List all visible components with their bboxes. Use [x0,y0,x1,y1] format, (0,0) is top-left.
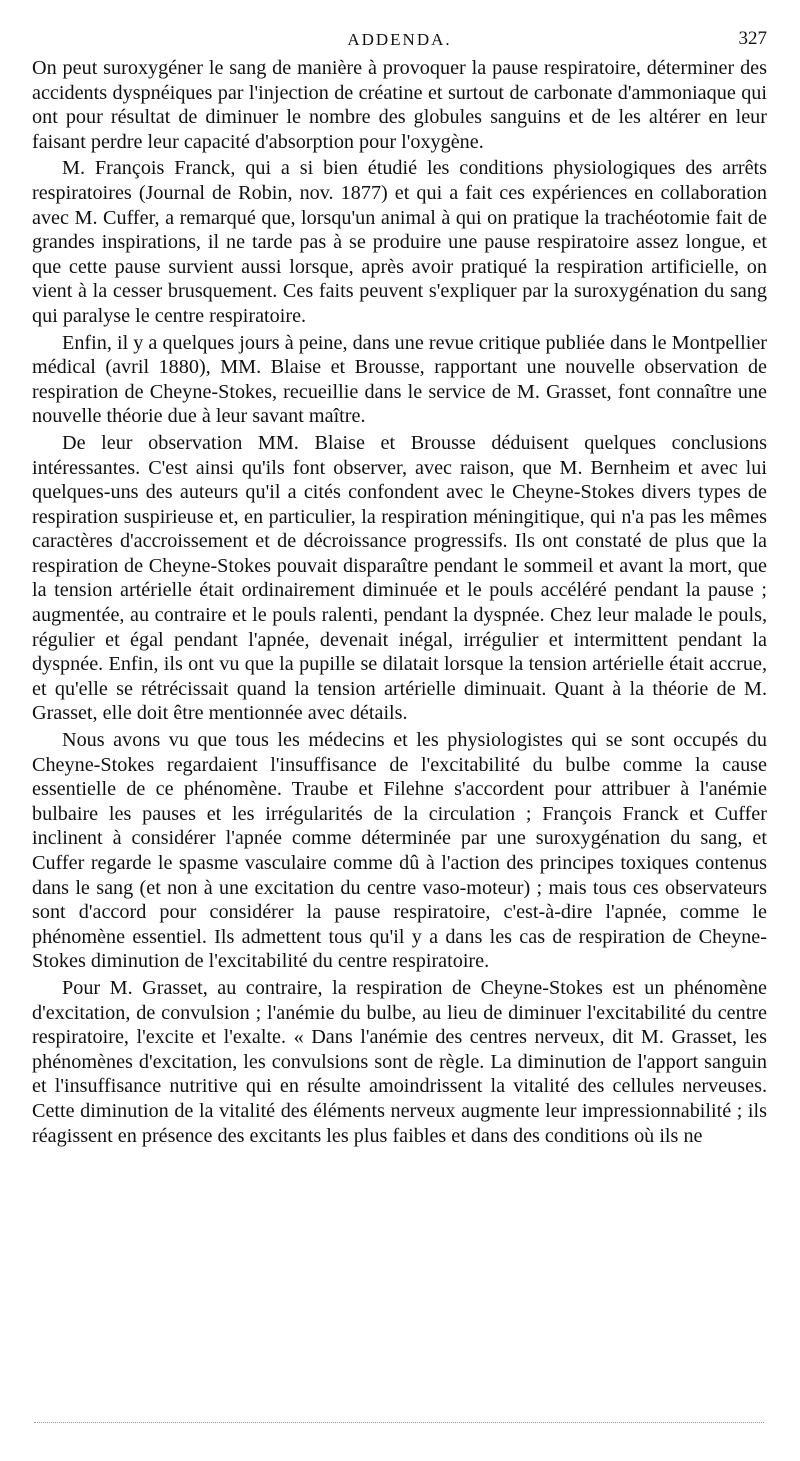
body-text [32,56,767,1148]
book-page [32,28,767,1148]
running-title: ADDENDA. [347,30,452,49]
paragraph: Pour M. Grasset, au contraire, la respiration de Cheyne-Stokes est un phénomène d'excitation, de convulsion ; l'anémie du bulbe, au lieu de diminuer l'excitabilité du centre respiratoire, l'excite et l'exalte. « Dans l'anémie des centres nerveux, dit M. Grasset, les phénomènes d'excitation, les convulsions sont de règle. La diminution de l'apport sanguin et l'insuffisance nutritive qui en résulte amoindrissent la vitalité des cellules nerveuses. Cette diminution de la vitalité des éléments nerveux augmente leur impressionnabilité ; ils réagissent en présence des excitants les plus faibles et dans des conditions où ils ne [32,976,767,1147]
paragraph: M. François Franck, qui a si bien étudié les conditions physiologiques des arrêts respiratoires (Journal de Robin, nov. 1877) et qui a fait ces expériences en collaboration avec M. Cuffer, a remarqué que, lorsqu'un animal à qui on pratique la trachéotomie fait de grandes inspirations, il ne tarde pas à se produire une pause respiratoire assez longue, et que cette pause survient aussi lorsque, après avoir pratiqué la respiration artificielle, on vient à la cesser brusquement. Ces faits peuvent s'expliquer par la suroxygénation du sang qui paralyse le centre respiratoire. [32,157,767,327]
footer-dotted-rule [34,1422,764,1423]
paragraph: Enfin, il y a quelques jours à peine, dans une revue critique publiée dans le Montpellier médical (avril 1880), MM. Blaise et Brousse, rapportant une nouvelle observation de respiration de Cheyne-Stokes, recueillie dans le service de M. Grasset, font connaître une nouvelle théorie due à leur savant maître. [32,331,767,428]
paragraph: On peut suroxygéner le sang de manière à provoquer la pause respiratoire, déterminer des accidents dyspnéiques par l'injection de créatine et surtout de carbonate d'ammoniaque qui ont pour résultat de diminuer le nombre des globules sanguins et de les altérer en leur faisant perdre leur capacité d'absorption pour l'oxygène. [32,57,767,153]
page-number: 327 [738,28,767,49]
page-header [32,28,767,56]
paragraph: De leur observation MM. Blaise et Brousse déduisent quelques conclusions intéressantes. C'est ainsi qu'ils font observer, avec raison, que M. Bernheim et avec lui quelques-uns des auteurs qu'il a cités confondent avec le Cheyne-Stokes divers types de respiration suspirieuse et, en particulier, la respiration méningitique, qui n'a pas les mêmes caractères d'accroissement et de décroissance progressifs. Ils ont constaté de plus que la respiration de Cheyne-Stokes pouvait disparaître pendant le sommeil et avant la mort, que la tension artérielle était ordinairement diminuée et le pouls accéléré pendant la pause ; augmentée, au contraire et le pouls ralenti, pendant la dyspnée. Chez leur malade le pouls, régulier et égal pendant l'apnée, devenait inégal, irrégulier et intermittent pendant la dyspnée. Enfin, ils ont vu que la pupille se dilatait lorsque la tension artérielle était accrue, et qu'elle se rétrécissait quand la tension artérielle diminuait. Quant à la théorie de M. Grasset, elle doit être mentionnée avec détails. [32,431,767,725]
paragraph: Nous avons vu que tous les médecins et les physiologistes qui se sont occupés du Cheyne-Stokes regardaient l'insuffisance de l'excitabilité du bulbe comme la cause essentielle de ce phénomène. Traube et Filehne s'accordent pour attribuer à l'anémie bulbaire les pauses et les irrégularités de la circulation ; François Franck et Cuffer inclinent à considérer l'apnée comme déterminée par une suroxygénation du sang, et Cuffer regarde le spasme vasculaire comme dû à l'action des principes toxiques contenus dans le sang (et non à une excitation du centre vaso-moteur) ; mais tous ces observateurs sont d'accord pour considérer la pause respiratoire, c'est-à-dire l'apnée, comme le phénomène essentiel. Ils admettent tous qu'il y a dans les cas de respiration de Cheyne-Stokes diminution de l'excitabilité du centre respiratoire. [32,729,767,973]
